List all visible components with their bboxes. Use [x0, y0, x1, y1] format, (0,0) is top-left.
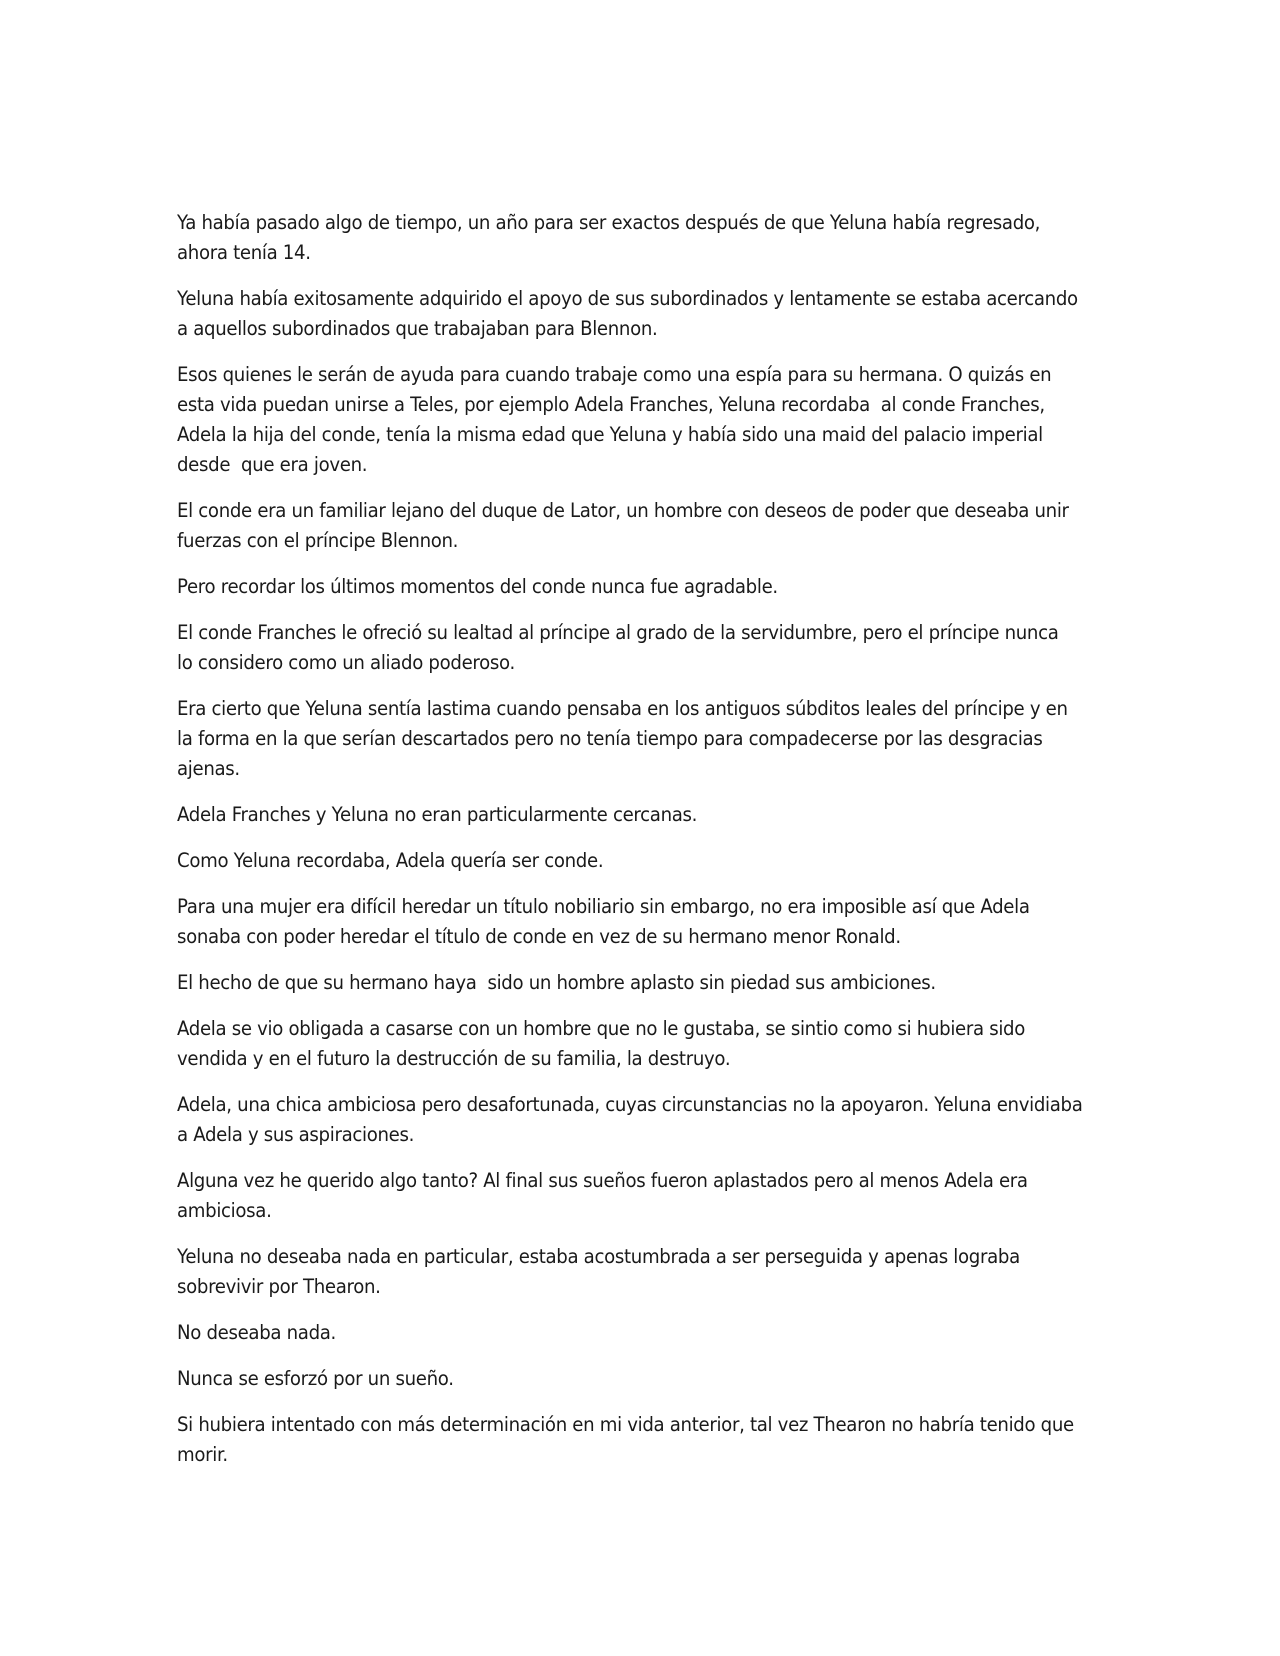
- paragraph-2: Yeluna había exitosamente adquirido el apoyo de sus subordinados y lentamente se estaba acercando a aquellos subordinados que trabajaban para Blennon.: [177, 287, 1078, 340]
- paragraph-16: No deseaba nada.: [177, 1321, 337, 1344]
- paragraph-4: El conde era un familiar lejano del duque de Lator, un hombre con deseos de poder que deseaba unir fuerzas con el príncipe Blennon.: [177, 499, 1069, 552]
- paragraph-3: Esos quienes le serán de ayuda para cuando trabaje como una espía para su hermana. O quizás en esta vida puedan unirse a Teles, por ejemplo Adela Franches, Yeluna recordaba al conde Franches, Adela la hija del conde, tenía la misma edad que Yeluna y había sido una maid del palacio imperial desde que era joven.: [177, 363, 1052, 476]
- paragraph-15: Yeluna no deseaba nada en particular, estaba acostumbrada a ser perseguida y apenas lograba sobrevivir por Thearon.: [177, 1245, 1020, 1298]
- paragraph-11: El hecho de que su hermano haya sido un hombre aplasto sin piedad sus ambiciones.: [177, 971, 936, 994]
- paragraph-7: Era cierto que Yeluna sentía lastima cuando pensaba en los antiguos súbditos leales del príncipe y en la forma en la que serían descartados pero no tenía tiempo para compadecerse por las desgracias ajenas.: [177, 697, 1068, 780]
- paragraph-17: Nunca se esforzó por un sueño.: [177, 1367, 454, 1390]
- paragraph-9: Como Yeluna recordaba, Adela quería ser conde.: [177, 849, 604, 872]
- document-body: [177, 208, 1107, 1486]
- paragraph-6: El conde Franches le ofreció su lealtad al príncipe al grado de la servidumbre, pero el príncipe nunca lo considero como un aliado poderoso.: [177, 621, 1059, 674]
- paragraph-10: Para una mujer era difícil heredar un título nobiliario sin embargo, no era imposible así que Adela sonaba con poder heredar el título de conde en vez de su hermano menor Ronald.: [177, 895, 1030, 948]
- paragraph-12: Adela se vio obligada a casarse con un hombre que no le gustaba, se sintio como si hubiera sido vendida y en el futuro la destrucción de su familia, la destruyo.: [177, 1017, 1026, 1070]
- paragraph-5: Pero recordar los últimos momentos del conde nunca fue agradable.: [177, 575, 778, 598]
- paragraph-14: Alguna vez he querido algo tanto? Al final sus sueños fueron aplastados pero al menos Adela era ambiciosa.: [177, 1169, 1028, 1222]
- paragraph-8: Adela Franches y Yeluna no eran particularmente cercanas.: [177, 803, 698, 826]
- paragraph-1: Ya había pasado algo de tiempo, un año para ser exactos después de que Yeluna había regresado, ahora tenía 14.: [177, 211, 1041, 264]
- paragraph-18: Si hubiera intentado con más determinación en mi vida anterior, tal vez Thearon no habría tenido que morir.: [177, 1413, 1074, 1466]
- paragraph-13: Adela, una chica ambiciosa pero desafortunada, cuyas circunstancias no la apoyaron. Yeluna envidiaba a Adela y sus aspiraciones.: [177, 1093, 1083, 1146]
